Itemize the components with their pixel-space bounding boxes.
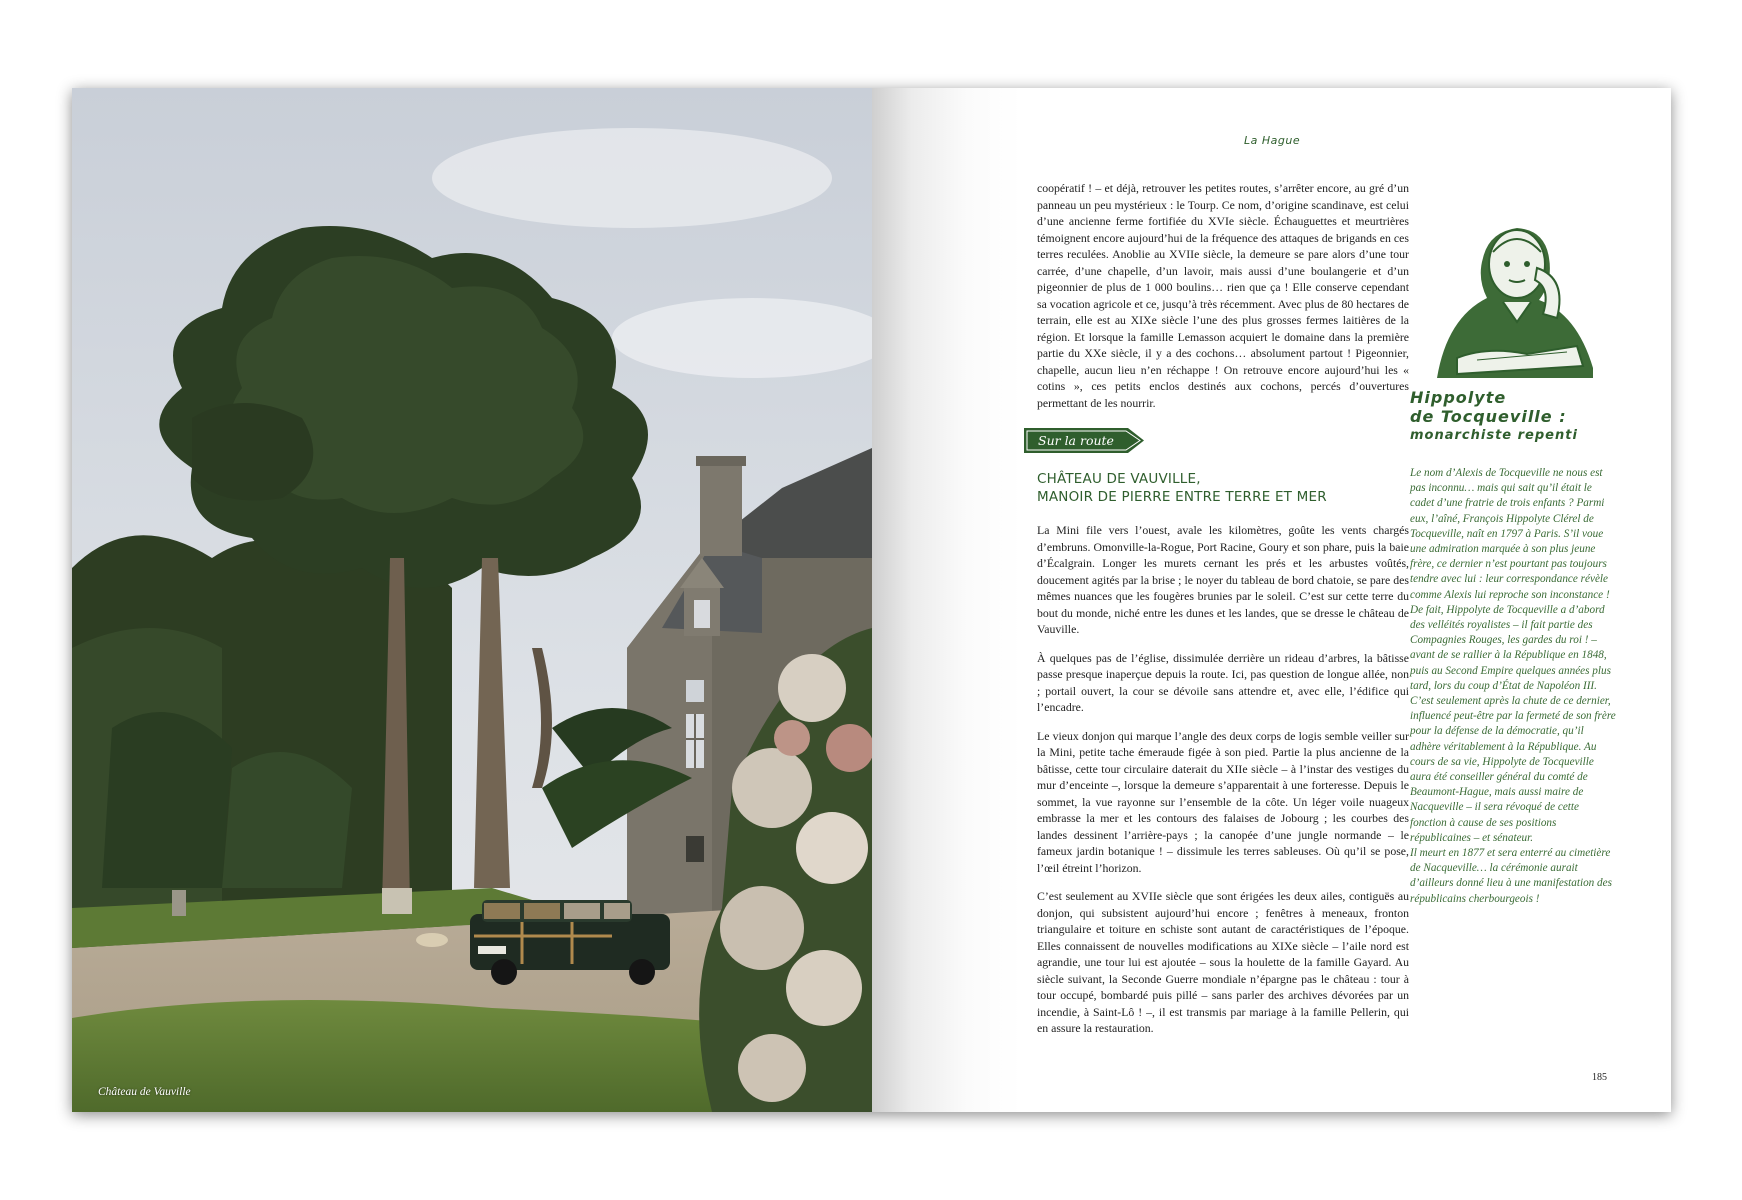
body-paragraph-3: Le vieux donjon qui marque l’angle des deux corps de logis semble veiller sur la Mini, petite tache émeraude figée à son pied. Partie la plus ancienne de la bâtisse, cette tour circulaire daterait du XIIe siècle – à l’instar des vestiges du mur d’enceinte –, lorsque la demeure s’apparentait à une forteresse. Depuis le sommet, la vue rayonne sur l’ensemble de la côte. Un léger voile nuageux embrasse la mer et les contours des falaises de Jobourg ; les courbes des landes dessinent l’arrière-pays ; la canopée d’une jungle normande – le fameux jardin botanique ! – dissimule les terres sableuses. Où qu’il se pose, l’œil étreint l’horizon. xyxy=(1037,728,1409,875)
route-tag-label: Sur la route xyxy=(1038,433,1114,448)
dog xyxy=(416,933,448,947)
page-number: 185 xyxy=(1592,1072,1607,1083)
body-paragraph-1: La Mini file vers l’ouest, avale les kilomètres, goûte les vents chargés d’embruns. Omonville-la-Rogue, Port Racine, Goury et son phare, puis la baie d’Écalgrain. Longer les murets cernant les prés et les arbustes voûtés, doucement agités par la brise ; le noyer du tableau de bord chatoie, se pare des mêmes nuances que les fougères brunies par le soleil. C’est sur cette terre du bout du monde, niché entre les dunes et les landes, que se dresse le château de Vauville. xyxy=(1037,523,1409,636)
sidebar-title-line3: monarchiste repenti xyxy=(1410,428,1578,443)
sidebar-title-line2: de Tocqueville : xyxy=(1410,407,1567,426)
sidebar-title xyxy=(1410,388,1620,445)
intro-column xyxy=(1037,180,1409,423)
photo-caption: Château de Vauville xyxy=(98,1086,191,1098)
right-page xyxy=(872,88,1671,1112)
body-paragraph-2: À quelques pas de l’église, dissimulée derrière un rideau d’arbres, la bâtisse passe presque inaperçue depuis la route. Ici, pas question de longue allée, non ; portail ouvert, la cour se dévoile sans attendre et, avec elle, l’édifice qui l’encadre. xyxy=(1037,650,1409,714)
route-tag xyxy=(1024,428,1144,453)
main-column xyxy=(1037,522,1409,1049)
running-head: La Hague xyxy=(1244,134,1301,147)
sidebar-paragraph-2: C’est seulement après la chute de ce dernier, influencé peut-être par la fermeté de son frère pour la défense de la démocratie, qu’il adhère véritablement à la République. Au cours de sa vie, Hippolyte de Tocqueville aura été conseiller général du comté de Beaumont-Hague, mais aussi maire de Nacqueville – il sera révoqué de cette fonction à cause de ses positions républicaines – et sénateur. xyxy=(1410,695,1616,844)
left-page-photo xyxy=(72,88,872,1112)
section-title-line1: CHÂTEAU DE VAUVILLE, xyxy=(1037,471,1201,487)
sidebar-paragraph-1: Le nom d’Alexis de Tocqueville ne nous est pas inconnu… mais qui sait qu’il était le cadet d’une fratrie de trois enfants ? Parmi eux, l’aîné, François Hippolyte Clérel de Tocqueville, naît en 1797 à Paris. S’il voue une admiration marquée à son plus jeune frère, ce dernier n’est pourtant pas toujours tendre avec lui : leur correspondance révèle comme Alexis lui reproche son inconstance ! De fait, Hippolyte de Tocqueville a d’abord des velléités royalistes – il fait partie des Compagnies Rouges, les gardes du roi ! – avant de se rallier à la République en 1848, puis au Second Empire quelques années plus tard, lors du coup d’État de Napoléon III. xyxy=(1410,467,1611,692)
chateau-photo xyxy=(72,88,872,1112)
intro-paragraph: coopératif ! – et déjà, retrouver les petites routes, s’arrêter encore, au gré d’un panneau un peu mystérieux : le Tourp. Ce nom, d’origine scandinave, est celui d’une ancienne ferme fortifiée du XVIe siècle. Échauguettes et meurtrières témoignent encore aujourd’hui de la fréquence des attaques de brigands en ces terres reculées. Anoblie au XVIIe siècle, la demeure se pare alors d’une tour carrée, d’une chapelle, d’un lavoir, mais aussi d’une boulangerie et d’un pigeonnier de plus de 1 000 boulins… rien que ça ! Elle conserve cependant sa vocation agricole et ce, jusqu’à très récemment. Avec plus de 80 hectares de terrain, elle est au XIXe siècle l’une des plus grosses fermes laitières de la région. Et lorsque la famille Lemasson acquiert le domaine dans la première partie du XXe siècle, il y a des cochons… absolument partout ! Pigeonnier, chapelle, aucun lieu n’en réchappe ! On retrouve encore aujourd’hui les « cotins », ces petits enclos destinés aux cochons, percés d’ouvertures permettant de les nourrir. xyxy=(1037,181,1409,410)
tocqueville-portrait-illustration xyxy=(1417,218,1607,383)
section-title xyxy=(1037,470,1409,506)
sidebar-text xyxy=(1410,466,1616,907)
sidebar-paragraph-3: Il meurt en 1877 et sera enterré au cimetière de Nacqueville… la cérémonie aurait d’ailleurs donné lieu à une manifestation des républicains cherbourgeois ! xyxy=(1410,847,1612,905)
body-paragraph-4: C’est seulement au XVIIe siècle que sont érigées les deux ailes, contiguës au donjon, qui subsistent aujourd’hui encore ; fenêtres à meneaux, fronton triangulaire et toiture en schiste sont autant de caractéristiques de l’époque. Elles connaissent de nouvelles modifications au XIXe siècle – l’aile nord est agrandie, une tour lui est ajoutée – sous la houlette de la famille Gayard. Au siècle suivant, la Seconde Guerre mondiale n’épargne pas le château : tour à tour occupé, bombardé puis pillé – sans parler des archives dévorées par un incendie, à Saint-Lô ! –, il est transmis par mariage à la famille Pellerin, qui en assure la restauration. xyxy=(1037,889,1409,1035)
section-title-line2: MANOIR DE PIERRE ENTRE TERRE ET MER xyxy=(1037,489,1327,505)
magazine-spread xyxy=(72,88,1671,1112)
sidebar-title-line1: Hippolyte xyxy=(1410,388,1507,407)
